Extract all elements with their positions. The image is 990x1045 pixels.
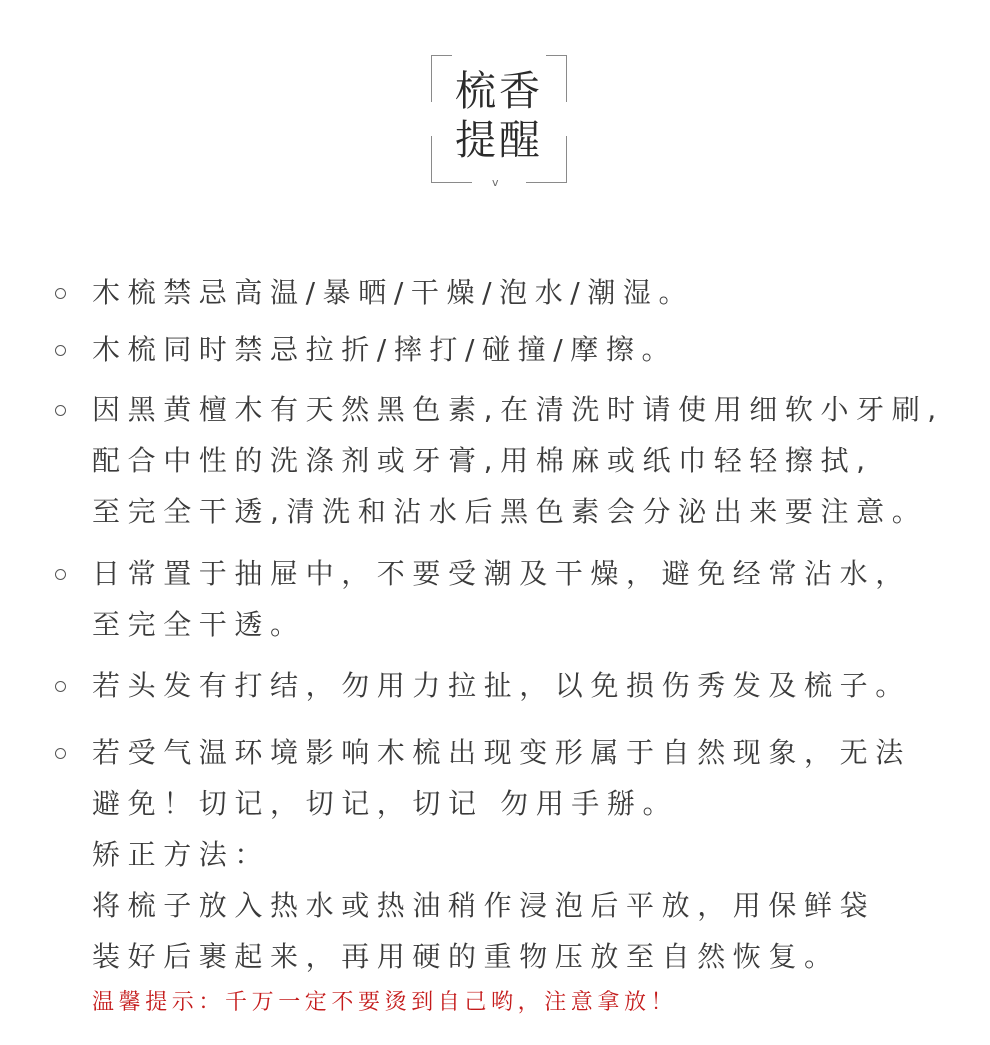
bullet-icon bbox=[55, 569, 66, 580]
page-title bbox=[431, 67, 567, 165]
title-frame bbox=[431, 55, 567, 189]
list-item-text: 将梳子放入热水或热油稍作浸泡后平放，用保鲜袋 bbox=[92, 889, 876, 922]
list-item-text: 装好后裹起来，再用硬的重物压放至自然恢复。 bbox=[92, 940, 840, 973]
warm-reminder: 温馨提示：千万一定不要烫到自己哟，注意拿放！ bbox=[92, 990, 678, 1015]
list-item-text: 避免！切记，切记，切记 勿用手掰。 bbox=[92, 787, 679, 820]
list-item-text: 因黑黄檀木有天然黑色素,在清洗时请使用细软小牙刷, bbox=[92, 393, 944, 426]
list-item-text: 木梳同时禁忌拉折/摔打/碰撞/摩擦。 bbox=[92, 333, 678, 366]
list-item-text: 日常置于抽屉中，不要受潮及干燥，避免经常沾水， bbox=[92, 557, 911, 590]
bullet-icon bbox=[55, 681, 66, 692]
bullet-icon bbox=[55, 405, 66, 416]
bullet-icon bbox=[55, 748, 66, 759]
bullet-icon bbox=[55, 345, 66, 356]
list-item-text: 若头发有打结，勿用力拉扯，以免损伤秀发及梳子。 bbox=[92, 669, 911, 702]
title-line-2: 提醒 bbox=[455, 116, 543, 164]
list-item-text: 配合中性的洗涤剂或牙膏,用棉麻或纸巾轻轻擦拭, bbox=[92, 444, 873, 477]
chevron-down-icon: v bbox=[492, 176, 499, 189]
bullet-icon bbox=[55, 288, 66, 299]
list-item-text: 若受气温环境影响木梳出现变形属于自然现象，无法 bbox=[92, 736, 911, 769]
list-item-text: 至完全干透。 bbox=[92, 608, 306, 641]
list-item-text: 至完全干透,清洗和沾水后黑色素会分泌出来要注意。 bbox=[92, 495, 928, 528]
title-line-1: 梳香 bbox=[455, 67, 543, 115]
list-item-text: 矫正方法： bbox=[92, 838, 271, 871]
list-item-text: 木梳禁忌高温/暴晒/干燥/泡水/潮湿。 bbox=[92, 276, 695, 309]
